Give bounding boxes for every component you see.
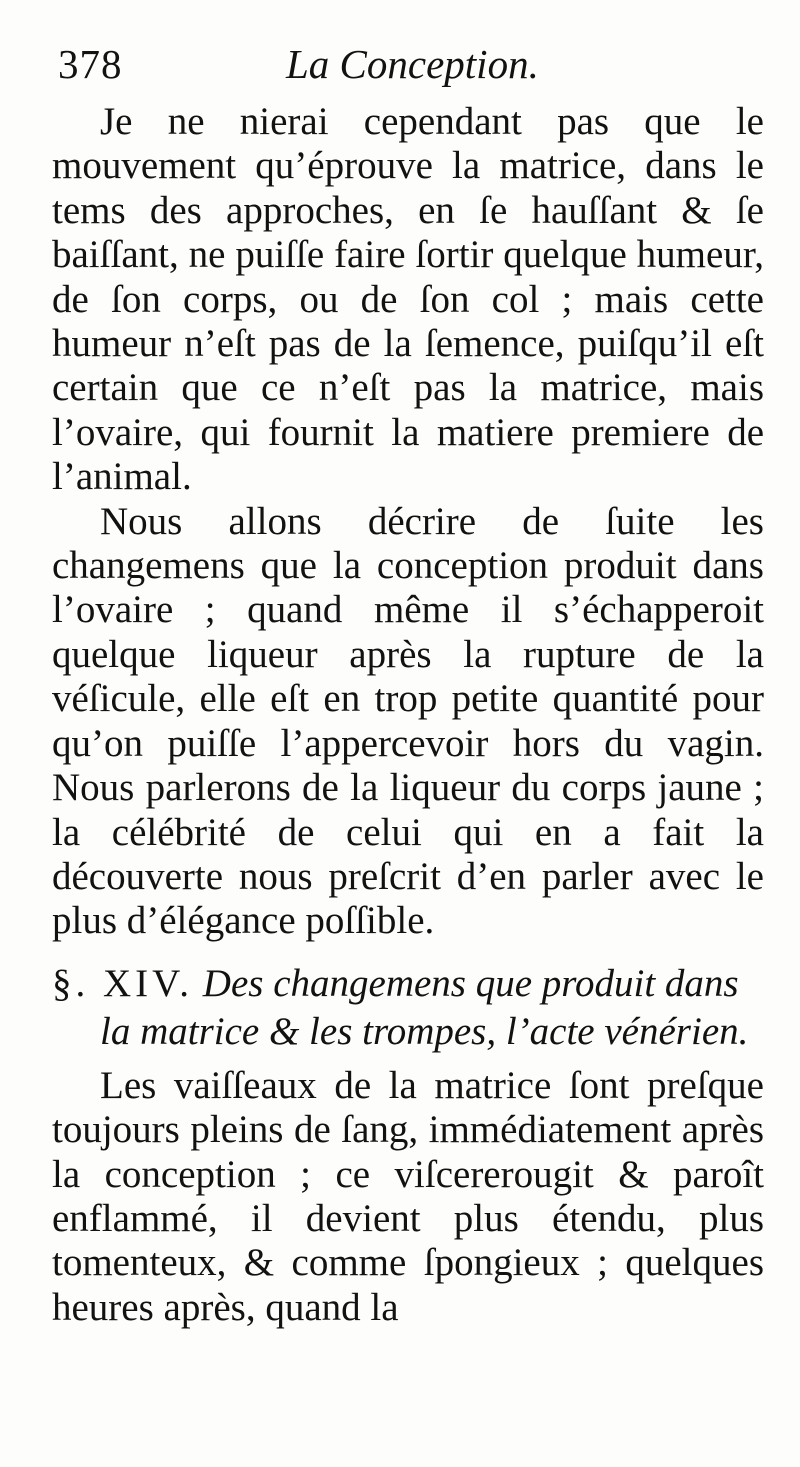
section-heading — [52, 960, 764, 1056]
running-title: La Conception. — [286, 41, 539, 87]
section-number: §. XIV. — [52, 961, 194, 1005]
section-title: Des changemens que produit dans la matrice & les trompes, l’acte vénérien. — [100, 961, 749, 1053]
page-number: 378 — [58, 41, 123, 87]
running-head — [58, 40, 770, 100]
body-text — [52, 100, 764, 1330]
paragraph: Je ne nierai cependant pas que le mouvement qu’éprouve la matrice, dans le tems des approches, en ſe hauſſant & ſe baiſſant, ne puiſſe faire ſortir quelque humeur, de ſon corps, ou de ſon col ; mais cette humeur n’eſt pas de la ſemence, puiſqu’il eſt certain que ce n’eſt pas la matrice, mais l’ovaire, qui fournit la matiere premiere de l’animal. — [52, 100, 764, 499]
paragraph: Les vaiſſeaux de la matrice ſont preſque toujours pleins de ſang, immédiatement après la conception ; ce viſcererougit & paroît enflammé, il devient plus étendu, plus tomenteux, & comme ſpongieux ; quelques heures après, quand la — [52, 1063, 764, 1329]
paragraph: Nous allons décrire de ſuite les changemens que la conception produit dans l’ovaire ; quand même il s’échapperoit quelque liqueur après la rupture de la véſicule, elle eſt en trop petite quantité pour qu’on puiſſe l’appercevoir hors du vagin. Nous parlerons de la liqueur du corps jaune ; la célébrité de celui qui en a fait la découverte nous preſcrit d’en parler avec le plus d’élégance poſſible. — [52, 499, 764, 943]
